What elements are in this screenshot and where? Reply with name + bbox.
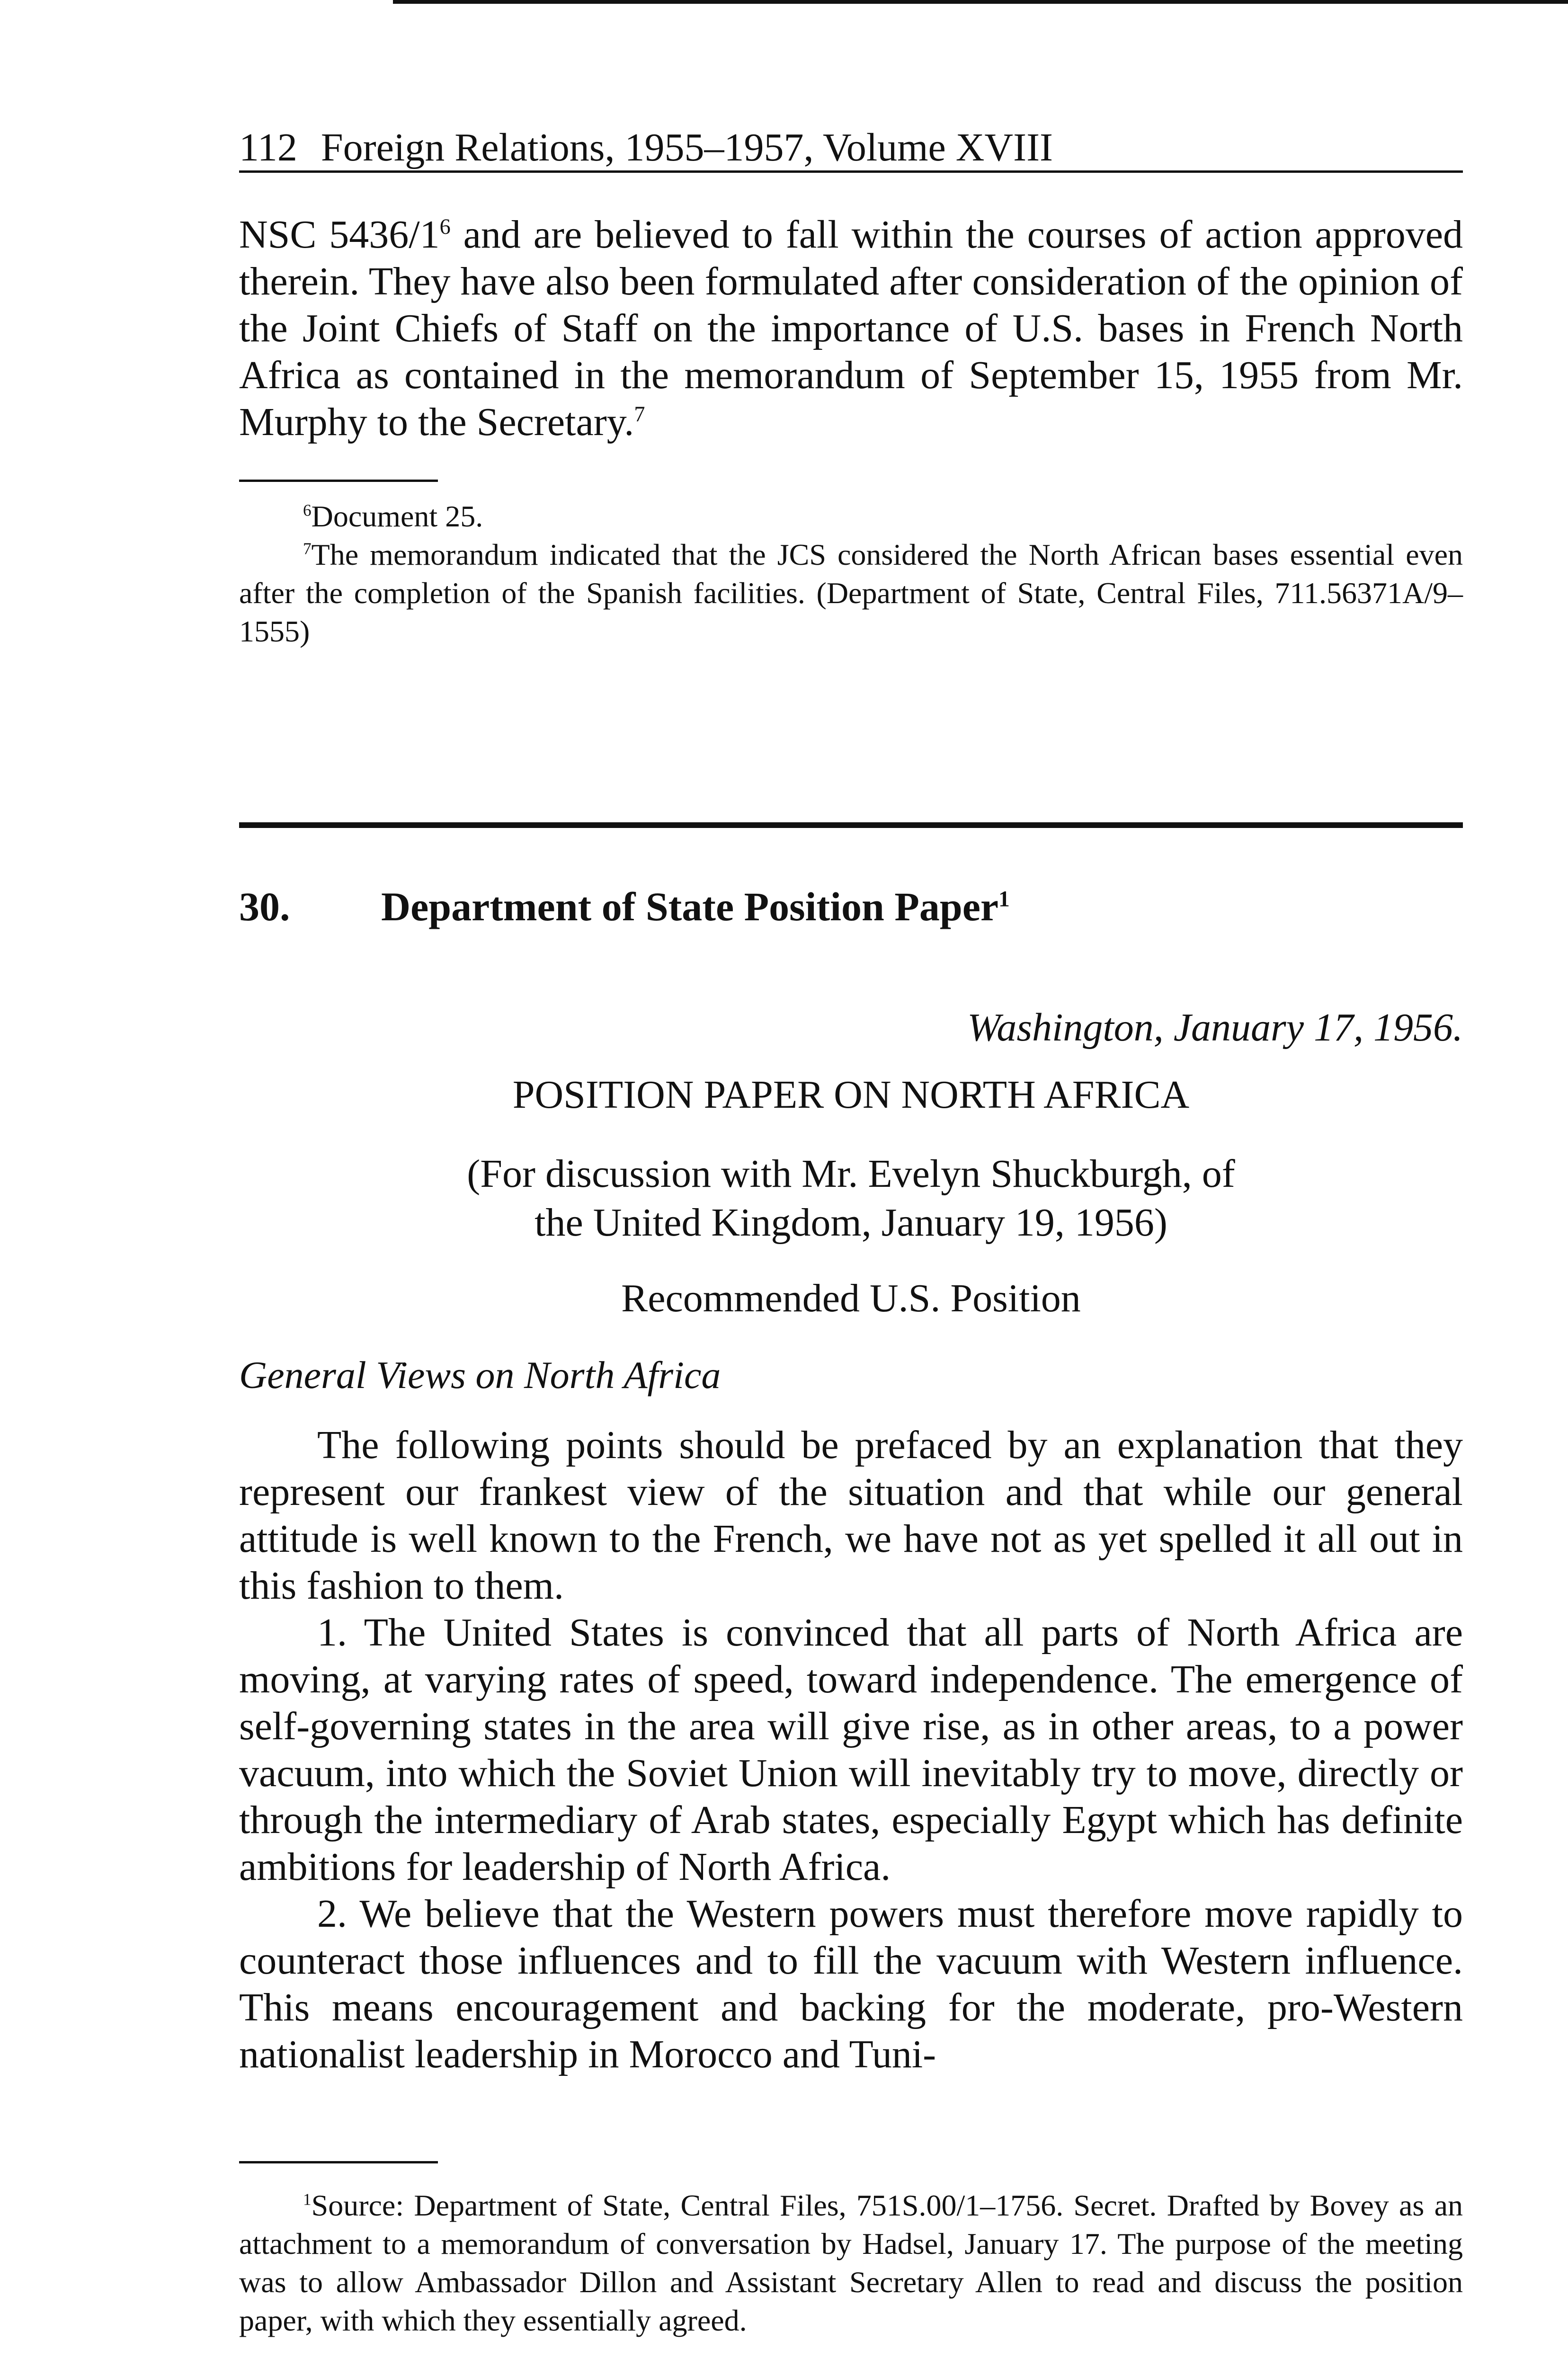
continued-text-rest: and are believed to fall within the courses of action approved therein. They have also been formulated after consideration of the opinion of the Joint Chiefs of Staff on the importance of U.S. bases in French North Africa as contained in the memorandum of September 15, 1955 from Mr. Murphy to the Secretary.	[239, 213, 1463, 444]
page-number: 112	[239, 125, 297, 169]
main-text	[239, 1422, 1463, 2078]
footnote-marker: 6	[303, 501, 312, 520]
running-title: Foreign Relations, 1955–1957, Volume XVIII	[321, 125, 1053, 169]
footnote-text: The memorandum indicated that the JCS considered the North African bases essential even after the completion of the Spanish facilities. (Department of State, Central Files, 711.56371A/9–1555)	[239, 538, 1463, 648]
section-rule	[239, 822, 1463, 828]
footnote-text: Document 25.	[311, 499, 483, 533]
paragraph-point-1: 1. The United States is convinced that all parts of North Africa are moving, at varying rates of speed, toward independence. The emergence of self-governing states in the area will give rise, as in other areas, to a power vacuum, into which the Soviet Union will inevitably try to move, directly or through the intermediary of Arab states, especially Egypt which has definite ambitions for leadership of North Africa.	[239, 1611, 1463, 1889]
top-footnotes	[239, 497, 1463, 650]
paragraph-preface: The following points should be prefaced by an explanation that they represent our frankest view of the situation and that while our general attitude is well known to the French, we have not as yet spelled it all out in this fashion to them.	[239, 1423, 1463, 1608]
bottom-footnote	[239, 2186, 1463, 2340]
footnote-6	[239, 497, 1463, 535]
paragraph-point-2: 2. We believe that the Western powers must therefore move rapidly to counteract those influences and to fill the vacuum with Western influence. This means encouragement and backing for the moderate, pro-Western nationalist leadership in Morocco and Tuni-	[239, 1892, 1463, 2076]
scan-top-border	[393, 0, 1568, 4]
footnote-ref-7: 7	[634, 402, 645, 426]
discussion-note-line-2: the United Kingdom, January 19, 1956)	[535, 1201, 1167, 1245]
dateline: Washington, January 17, 1956.	[967, 1006, 1463, 1050]
continued-text-start: NSC 5436/1	[239, 213, 440, 257]
footnote-7	[239, 535, 1463, 650]
continued-paragraph	[239, 211, 1463, 445]
recommended-position-heading: Recommended U.S. Position	[621, 1276, 1081, 1320]
discussion-note-line-1: (For discussion with Mr. Evelyn Shuckburgh, of	[467, 1152, 1235, 1196]
document-title	[239, 881, 1010, 933]
footnote-rule-top	[239, 480, 438, 482]
footnote-1	[239, 2186, 1463, 2340]
footnote-marker: 1	[303, 2190, 312, 2209]
document-title-text: Department of State Position Paper	[381, 884, 999, 929]
section-subheading: General Views on North Africa	[239, 1353, 721, 1397]
document-number: 30.	[239, 884, 290, 929]
footnote-marker: 7	[303, 539, 312, 558]
footnote-text: Source: Department of State, Central Files, 751S.00/1–1756. Secret. Drafted by Bovey as an attachment to a memorandum of conversation by Hadsel, January 17. The purpose of the meeting was to allow Ambassador Dillon and Assistant Secretary Allen to read and discuss the position paper, with which they essentially agreed.	[239, 2189, 1463, 2337]
header-rule	[239, 170, 1463, 173]
footnote-ref-1: 1	[998, 887, 1010, 912]
running-header	[239, 124, 1463, 171]
footnote-rule-bottom	[239, 2161, 438, 2163]
paper-heading: POSITION PAPER ON NORTH AFRICA	[512, 1073, 1190, 1117]
footnote-ref-6: 6	[439, 214, 451, 239]
